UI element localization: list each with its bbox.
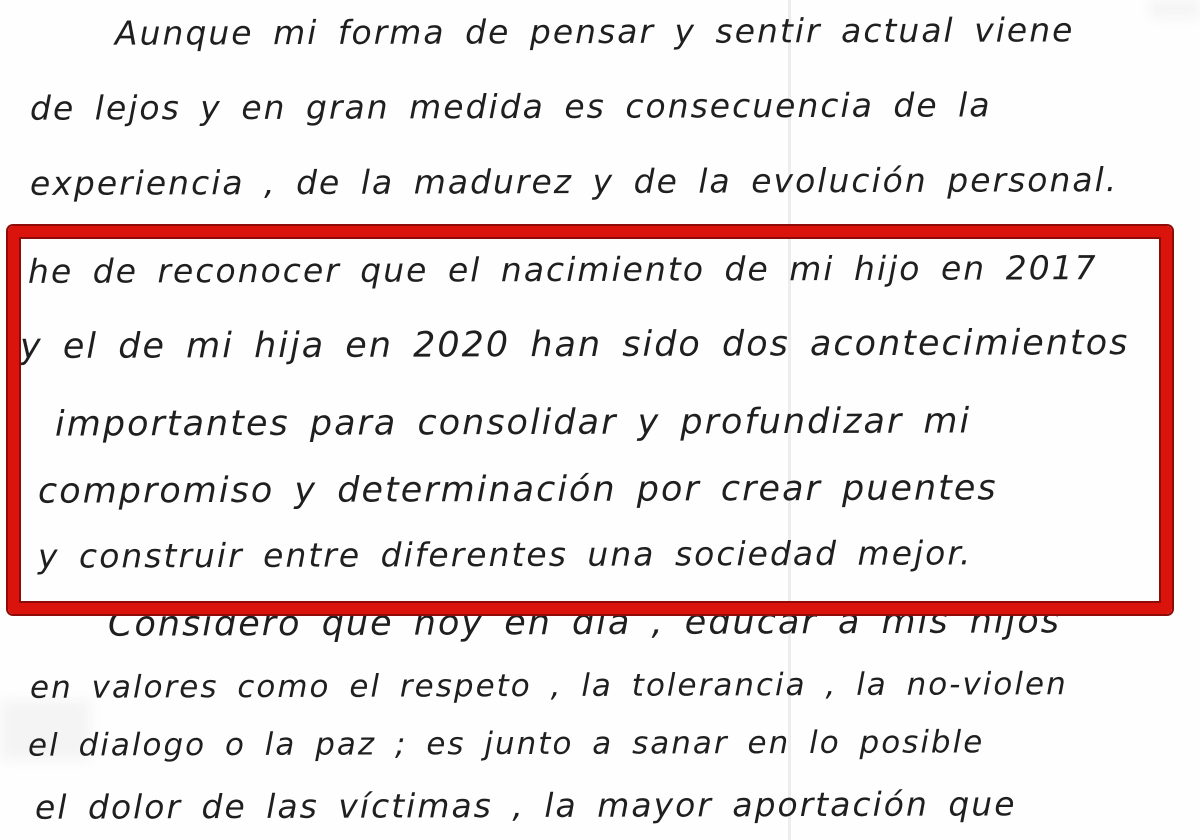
handwritten-line-highlighted: compromiso y determinación por crear puentes xyxy=(37,468,998,512)
handwritten-line: Aunque mi forma de pensar y sentir actual viene xyxy=(114,10,1075,53)
handwritten-line: de lejos y en gran medida es consecuencia de la xyxy=(29,85,992,128)
handwritten-line-highlighted: he de reconocer que el nacimiento de mi hijo en 2017 xyxy=(27,248,1098,291)
handwritten-line: el dolor de las víctimas , la mayor aportación que xyxy=(34,784,1017,827)
handwritten-line-highlighted: importantes para consolidar y profundizar mi xyxy=(54,401,972,445)
highlight-box xyxy=(8,226,1172,614)
handwritten-line: Considero que hoy en día , educar a mis hijos xyxy=(107,601,1062,645)
paper-smudge xyxy=(1150,0,1200,18)
handwritten-line: el dialogo o la paz ; es junto a sanar en lo posible xyxy=(27,724,985,764)
handwritten-line-highlighted: y el de mi hija en 2020 han sido dos acontecimientos xyxy=(19,323,1130,367)
handwritten-line: en valores como el respeto , la tolerancia , la no-violen xyxy=(29,666,1068,706)
handwritten-line: experiencia , de la madurez y de la evolución personal. xyxy=(29,160,1119,203)
handwritten-line-highlighted: y construir entre diferentes una sociedad mejor. xyxy=(37,533,973,576)
